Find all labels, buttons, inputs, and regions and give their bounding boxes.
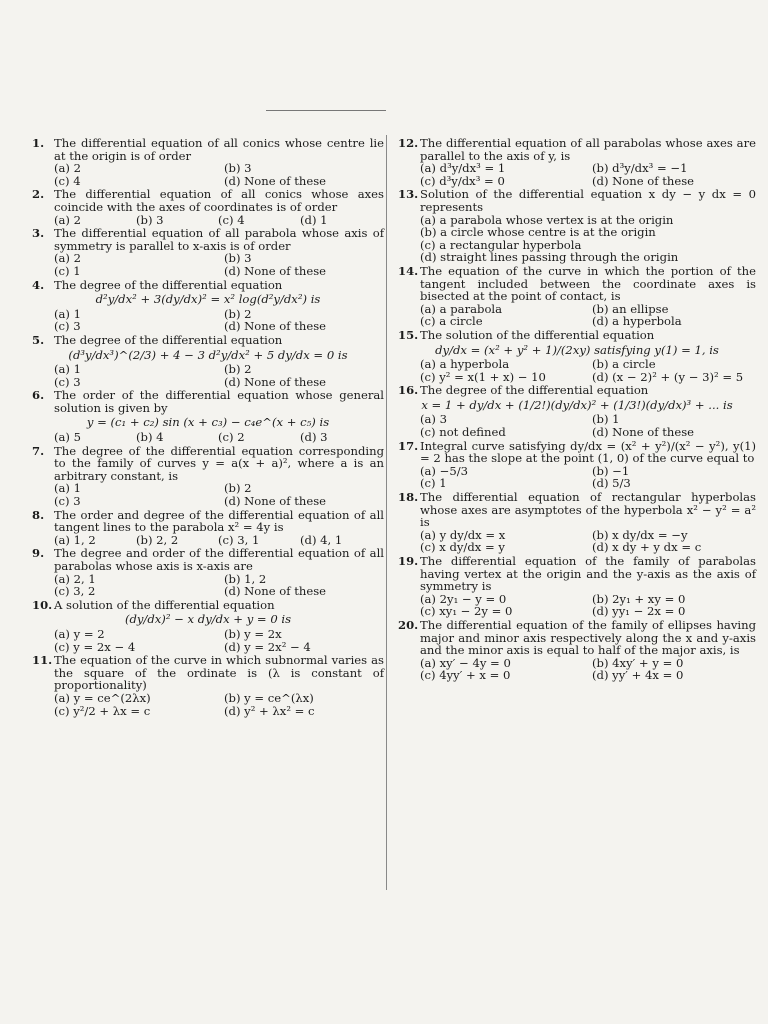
question [398, 188, 756, 264]
question-text: The degree of the differential equation [54, 277, 283, 292]
answer-option[interactable]: (b) 3 [224, 161, 252, 176]
answer-option[interactable]: (a) −5/3 [420, 463, 469, 478]
question [398, 440, 756, 490]
question [398, 555, 756, 618]
question [32, 547, 384, 597]
question [32, 599, 384, 653]
answer-option[interactable]: (a) xy′ − 4y = 0 [420, 655, 511, 670]
answer-option[interactable]: (d) y = 2x² − 4 [224, 639, 311, 654]
question-text: The differential equation of the family of ellipses having major and minor axis respectively along the x and y-axis and the minor axis is equal to half of the major axis, is [420, 617, 756, 658]
answer-options [398, 303, 756, 328]
answer-option[interactable]: (d) None of these [592, 425, 695, 440]
question-number: 17. [398, 438, 419, 453]
equation: dy/dx = (x² + y² + 1)/(2xy) satisfying y(1) = 1, is [435, 342, 719, 357]
answer-option[interactable]: (b) d³y/dx³ = −1 [592, 161, 688, 176]
answer-option[interactable]: (d) None of these [592, 173, 695, 188]
answer-options [32, 482, 384, 507]
answer-option[interactable]: (c) 4yy′ + x = 0 [420, 668, 511, 683]
answer-option[interactable]: (d) None of these [224, 374, 327, 389]
equation: (dy/dx)² − x dy/dx + y = 0 is [124, 612, 292, 627]
answer-option[interactable]: (c) 1 [420, 476, 447, 491]
equation: d²y/dx² + 3(dy/dx)² = x² log(d²y/dx²) is [95, 292, 321, 307]
answer-option[interactable]: (d) 5/3 [592, 476, 631, 491]
answer-option[interactable]: (b) a circle [592, 357, 656, 372]
answer-option[interactable]: (c) 3 [54, 494, 81, 509]
question-number: 20. [398, 617, 419, 632]
question [32, 509, 384, 547]
answer-option[interactable]: (c) y² = x(1 + x) − 10 [420, 369, 546, 384]
question [32, 654, 384, 717]
answer-options [32, 308, 384, 333]
question-number: 15. [398, 327, 419, 342]
answer-options [32, 214, 384, 227]
answer-option[interactable]: (a) 1 [54, 362, 82, 377]
answer-options [32, 162, 384, 187]
answer-option[interactable]: (c) a rectangular hyperbola [420, 237, 582, 252]
question-text: The order of the differential equation whose general solution is given by [54, 388, 384, 415]
answer-options [32, 573, 384, 598]
answer-option[interactable]: (d) a hyperbola [592, 314, 682, 329]
question-number: 19. [398, 554, 419, 568]
answer-option[interactable]: (b) 2, 2 [136, 532, 179, 547]
answer-option[interactable]: (b) 2y₁ + xy = 0 [592, 591, 686, 606]
answer-option[interactable]: (c) 4 [218, 212, 245, 227]
question-number: 10. [32, 597, 53, 612]
question-text: The differential equation of all conics whose centre lie at the origin is of order [54, 136, 384, 163]
answer-option[interactable]: (c) not defined [420, 425, 506, 440]
answer-option[interactable]: (d) straight lines passing through the origin [420, 250, 679, 265]
answer-option[interactable]: (a) 2 [54, 251, 82, 266]
answer-option[interactable]: (a) y = 2 [54, 626, 105, 641]
answer-option[interactable]: (a) 5 [54, 430, 82, 445]
equation: (d³y/dx³)^(2/3) + 4 − 3 d²y/dx² + 5 dy/dx = 0 is [68, 347, 348, 362]
question-number: 9. [32, 546, 45, 561]
question-text: A solution of the differential equation [54, 597, 275, 612]
answer-option[interactable]: (a) 1 [54, 306, 82, 321]
answer-option[interactable]: (b) 3 [136, 212, 164, 227]
question [398, 384, 756, 438]
answer-option[interactable]: (d) None of these [224, 263, 327, 278]
answer-option[interactable]: (a) 1, 2 [54, 532, 96, 547]
answer-option[interactable]: (d) x dy + y dx = c [592, 540, 702, 555]
question [398, 137, 756, 187]
answer-options [398, 162, 756, 187]
answer-options [32, 628, 384, 653]
answer-option[interactable]: (d) y² + λx² = c [224, 703, 315, 718]
answer-option[interactable]: (a) a hyperbola [420, 357, 510, 372]
answer-options [398, 465, 756, 490]
answer-option[interactable]: (a) 2 [54, 161, 82, 176]
answer-option[interactable]: (d) None of these [224, 584, 327, 599]
left-column [32, 137, 384, 718]
answer-options [32, 363, 384, 388]
question-text: The solution of the differential equation [420, 327, 655, 342]
answer-option[interactable]: (c) 1 [54, 263, 81, 278]
question-text: Integral curve satisfying dy/dx = (x² + y²)/(x² − y²), y(1) = 2 has the slope at the point (1, 0) of the curve equal to [420, 438, 756, 466]
answer-option[interactable]: (b) x dy/dx = −y [592, 527, 688, 542]
answer-option[interactable]: (c) a circle [420, 314, 483, 329]
question-text: The degree of the differential equation corresponding to the family of curves y = a(x + a)², where a is an arbitrary constant, is [54, 443, 384, 483]
answer-option[interactable]: (b) y = 2x [224, 626, 282, 641]
answer-option[interactable]: (c) 4 [54, 173, 81, 188]
answer-option[interactable]: (c) 3 [54, 319, 81, 334]
question-text: The degree of the differential equation [420, 383, 649, 398]
question [32, 445, 384, 508]
question-text: The differential equation of all parabola whose axis of symmetry is parallel to x-axis is of order [54, 226, 384, 253]
question-number: 16. [398, 383, 419, 398]
question-number: 11. [32, 653, 53, 668]
answer-option[interactable]: (a) 2, 1 [54, 571, 96, 586]
answer-option[interactable]: (a) 2y₁ − y = 0 [420, 591, 507, 606]
question [398, 265, 756, 328]
question [32, 188, 384, 226]
question-text: The differential equation of rectangular hyperbolas whose axes are asymptotes of the hyperbola x² − y² = a² is [420, 490, 756, 530]
question-number: 14. [398, 263, 419, 278]
column-divider [386, 135, 387, 890]
question-number: 7. [32, 443, 45, 458]
answer-option[interactable]: (d) None of these [224, 173, 327, 188]
answer-option[interactable]: (c) x dy/dx = y [420, 540, 505, 555]
answer-option[interactable]: (c) xy₁ − 2y = 0 [420, 604, 513, 619]
question-number: 2. [32, 187, 45, 202]
answer-options [398, 413, 756, 438]
answer-option[interactable]: (c) y = 2x − 4 [54, 639, 136, 654]
answer-option[interactable]: (d) 4, 1 [300, 532, 343, 547]
question-number: 5. [32, 332, 45, 347]
question-text: The differential equation of all parabolas whose axes are parallel to the axis of y, is [420, 136, 756, 163]
answer-options [32, 534, 384, 547]
answer-options [398, 529, 756, 554]
question [398, 619, 756, 682]
question-number: 4. [32, 277, 45, 292]
answer-option[interactable]: (a) y = ce^(2λx) [54, 690, 151, 705]
question-number: 1. [32, 136, 45, 150]
question [398, 491, 756, 554]
question-number: 13. [398, 187, 419, 202]
answer-option[interactable]: (c) d³y/dx³ = 0 [420, 173, 505, 188]
answer-options [398, 358, 756, 383]
equation: x = 1 + dy/dx + (1/2!)(dy/dx)² + (1/3!)(dy/dx)³ + ... is [421, 397, 733, 412]
question [32, 279, 384, 333]
question [398, 329, 756, 383]
answer-option[interactable]: (a) 3 [420, 412, 448, 427]
question [32, 137, 384, 187]
answer-option[interactable]: (a) a parabola [420, 301, 503, 316]
question-text: The degree of the differential equation [54, 332, 283, 347]
question-number: 12. [398, 136, 419, 150]
answer-option[interactable]: (c) 2 [218, 430, 245, 445]
question-text: The differential equation of the family of parabolas having vertex at the origin and the y-axis as the axis of symmetry is [420, 554, 756, 594]
answer-options [32, 252, 384, 277]
question [32, 389, 384, 443]
answer-option[interactable]: (a) 2 [54, 212, 82, 227]
answer-option[interactable]: (d) None of these [224, 494, 327, 509]
question-text: The equation of the curve in which subnormal varies as the square of the ordinate is (λ is constant of proportionality) [54, 653, 384, 693]
question-number: 6. [32, 388, 45, 403]
answer-options [32, 692, 384, 717]
question-text: The degree and order of the differential equation of all parabolas whose axis is x-axis are [54, 546, 384, 573]
question [32, 334, 384, 388]
answer-option[interactable]: (d) yy′ + 4x = 0 [592, 668, 684, 683]
answer-option[interactable]: (d) 1 [300, 212, 328, 227]
answer-option[interactable]: (a) a parabola whose vertex is at the origin [420, 212, 674, 227]
answer-option[interactable]: (b) 1, 2 [224, 571, 267, 586]
answer-option[interactable]: (a) 1 [54, 481, 82, 496]
answer-option[interactable]: (c) 3, 2 [54, 584, 96, 599]
answer-option[interactable]: (b) y = ce^(λx) [224, 690, 314, 705]
answer-option[interactable]: (b) −1 [592, 463, 630, 478]
question-text: The order and degree of the differential equation of all tangent lines to the parabola x² = 4y is [54, 507, 384, 535]
answer-option[interactable]: (b) a circle whose centre is at the origin [420, 225, 656, 240]
answer-option[interactable]: (d) 3 [300, 430, 328, 445]
answer-option[interactable]: (b) 3 [224, 251, 252, 266]
answer-option[interactable]: (b) 4xy′ + y = 0 [592, 655, 684, 670]
question-number: 3. [32, 226, 45, 241]
answer-options [32, 431, 384, 444]
answer-option[interactable]: (d) (x − 2)² + (y − 3)² = 5 [592, 369, 744, 384]
answer-options [398, 657, 756, 682]
header-rule [266, 110, 386, 111]
question-number: 18. [398, 490, 419, 505]
question [32, 227, 384, 277]
answer-option[interactable]: (b) 2 [224, 306, 252, 321]
answer-option[interactable]: (c) 3 [54, 374, 81, 389]
answer-option[interactable]: (b) 1 [592, 412, 620, 427]
question-number: 8. [32, 507, 45, 522]
question-text: The differential equation of all conics whose axes coincide with the axes of coordinates is of order [54, 187, 384, 214]
equation: y = (c₁ + c₂) sin (x + c₃) − c₄e^(x + c₅) is [86, 415, 330, 430]
answer-options [398, 214, 756, 264]
answer-option[interactable]: (b) 2 [224, 362, 252, 377]
answer-option[interactable]: (a) d³y/dx³ = 1 [420, 161, 506, 176]
answer-option[interactable]: (b) 2 [224, 481, 252, 496]
answer-option[interactable]: (d) yy₁ − 2x = 0 [592, 604, 686, 619]
answer-option[interactable]: (a) y dy/dx = x [420, 527, 506, 542]
answer-option[interactable]: (c) 3, 1 [218, 532, 260, 547]
question-text: Solution of the differential equation x dy − y dx = 0 represents [420, 187, 756, 214]
answer-option[interactable]: (c) y²/2 + λx = c [54, 703, 151, 718]
answer-option[interactable]: (d) None of these [224, 319, 327, 334]
answer-options [398, 593, 756, 618]
answer-option[interactable]: (b) an ellipse [592, 301, 669, 316]
answer-option[interactable]: (b) 4 [136, 430, 164, 445]
question-text: The equation of the curve in which the portion of the tangent included between the coordinate axes is bisected at the point of contact, is [420, 263, 756, 304]
right-column [398, 137, 756, 683]
